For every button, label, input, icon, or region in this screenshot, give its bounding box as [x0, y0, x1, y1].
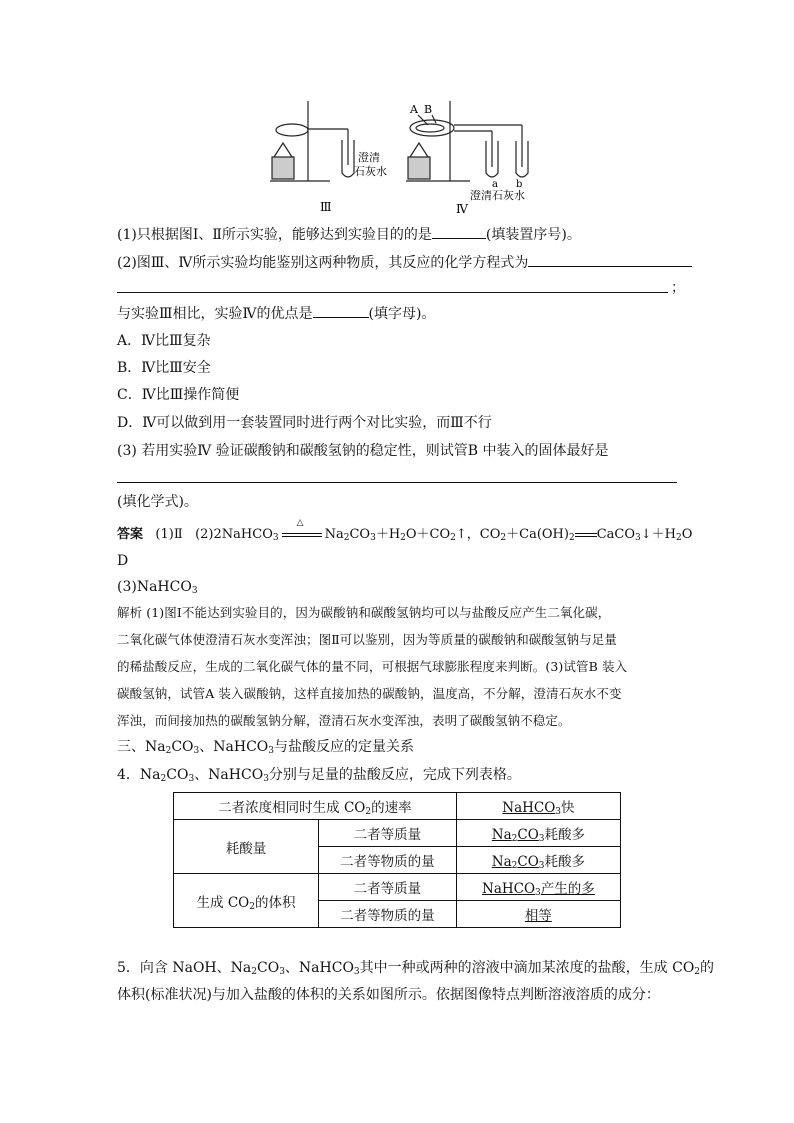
r4-val-b: 产生的多: [540, 881, 595, 897]
label-iv: Ⅳ: [456, 202, 468, 216]
q2-letter-blank: [313, 303, 369, 318]
r3-val-b: CO: [517, 854, 539, 870]
answer-line-1: [117, 518, 693, 545]
section-3-heading: [117, 737, 414, 757]
heat-arrow: [279, 518, 325, 545]
r5-val: 相等: [524, 908, 552, 924]
r3-val-c: 耗酸多: [544, 854, 586, 870]
q2-text-c: (填字母)。: [368, 306, 436, 322]
table-cell: [174, 874, 319, 928]
analysis-line-3: 的稀盐酸反应，生成的二氧化碳气体的量不同，可根据气球膨胀程度来判断。(3)试管B 装入: [117, 659, 628, 674]
iv-caption: 澄清石灰水: [470, 189, 525, 202]
label-small-a: a: [492, 179, 498, 190]
r2-val-a: Na: [491, 827, 512, 843]
option-b: B．Ⅳ比Ⅲ安全: [117, 360, 211, 376]
table-cell: 耗酸量: [174, 820, 319, 874]
iii-burner-block: [272, 157, 294, 179]
table-cell: 二者等物质的量: [319, 847, 457, 874]
answer-eq-9: ↓＋H: [640, 527, 676, 542]
analysis-line-4: 碳酸氢钠，试管A 装入碳酸钠，这样直接加热的碳酸钠，温度高，不分解，澄清石灰水不变: [117, 686, 622, 701]
table-cell: [174, 793, 457, 820]
table-cell: [456, 874, 620, 901]
s3-b: CO: [171, 739, 194, 755]
r1-val-b: 快: [561, 800, 575, 816]
r2-val-c: 耗酸多: [544, 827, 586, 843]
answer-eq-1: (2)2NaHCO: [195, 527, 273, 542]
q3-answer-line: [117, 482, 677, 483]
q5-a: 5．向含 NaOH、Na: [117, 960, 252, 976]
heat-symbol: △: [296, 518, 304, 528]
r2-val-b: CO: [517, 827, 539, 843]
q4-d: 分别与足量的盐酸反应，完成下列表格。: [268, 767, 521, 783]
sub: 3: [263, 774, 269, 784]
q5-d: 其中一种或两种的溶液中滴加某浓度的盐酸，生成 CO: [359, 960, 695, 976]
r4-val-a: NaHCO: [482, 881, 536, 897]
sub: 3: [279, 967, 285, 977]
apparatus-figure: [260, 95, 540, 220]
analysis-line-1: 解析 (1)图Ⅰ不能达到实验目的，因为碳酸钠和碳酸氢钠均可以与盐酸反应产生二氧化碳，: [117, 605, 611, 620]
sub: 3: [193, 746, 200, 756]
q5-b: CO: [256, 960, 280, 976]
sub: 2: [675, 533, 682, 543]
sub: 3: [268, 746, 275, 756]
iv-inner-tube: [416, 124, 444, 132]
sub: 2: [694, 967, 701, 977]
r1-label-b: 的速率: [371, 800, 412, 816]
table-cell: [456, 901, 620, 928]
label-B: B: [424, 103, 433, 116]
sub: 3: [272, 533, 279, 543]
co2-b: 的体积: [254, 894, 296, 911]
question-3: (3) 若用实验Ⅳ 验证碳酸钠和碳酸氢钠的稳定性，则试管B 中装入的固体最好是: [117, 443, 609, 459]
table-cell: [456, 793, 620, 820]
s3-a: 三、Na: [117, 739, 166, 755]
answer-eq-4: ＋H: [375, 527, 401, 542]
q2-semicolon: ；: [671, 280, 685, 296]
answer-label: 答案: [117, 527, 144, 542]
sub: 3: [188, 774, 195, 784]
table-cell: [456, 820, 620, 847]
question-2-advantage: [117, 303, 435, 324]
iii-lamp: [274, 143, 292, 157]
q2-equation-line: [117, 292, 668, 293]
table-row: [174, 793, 621, 820]
answer-part-3: [117, 577, 198, 597]
q4-a: 4．Na: [117, 767, 161, 783]
sub: 3: [370, 533, 376, 543]
r3-val-a: Na: [491, 854, 512, 870]
answer-part-1: (1)Ⅱ: [155, 527, 183, 542]
sub: 2: [568, 533, 575, 543]
sub: 3: [538, 834, 545, 844]
analysis-line-5: 浑浊，而间接加热的碳酸氢钠分解，澄清石灰水变浑浊，表明了碳酸氢钠不稳定。: [117, 713, 571, 728]
sub: 2: [160, 774, 167, 784]
table-cell: 二者等物质的量: [319, 901, 457, 928]
sub: 3: [555, 807, 562, 817]
comparison-table: [173, 792, 621, 928]
question-4: [117, 765, 521, 785]
iv-burner-block: [408, 157, 430, 179]
sub: 2: [400, 533, 406, 543]
sub: 3: [191, 586, 198, 596]
answer-eq-5: O＋CO: [405, 527, 451, 542]
q5-c: 、NaHCO: [284, 960, 354, 976]
equals-sign: [575, 533, 597, 537]
r1-label-a: 二者浓度相同时生成 CO: [218, 800, 366, 816]
q1-text-a: (1)只根据图Ⅰ、Ⅱ所示实验，能够达到实验目的的是: [117, 227, 432, 243]
table-cell: [456, 847, 620, 874]
q4-b: CO: [166, 767, 189, 783]
sub: 2: [343, 533, 350, 543]
sub: 3: [635, 533, 641, 543]
answer-eq-3: CO: [349, 527, 371, 542]
sub: 2: [450, 533, 456, 543]
iv-lamp: [410, 143, 428, 157]
q2-text-a: (2)图Ⅲ、Ⅳ所示实验均能鉴别这两种物质，其反应的化学方程式为: [117, 255, 529, 271]
answer-d: D: [117, 553, 129, 569]
question-5-line-2: 体积(标准状况)与加入盐酸的体积的关系如图所示。依据图像特点判断溶液溶质的成分：: [117, 987, 660, 1003]
q1-answer-blank: [432, 224, 486, 239]
iii-caption-1: 澄清: [358, 151, 380, 164]
iii-test-tube: [276, 124, 308, 136]
label-A: A: [410, 103, 418, 116]
q4-c: 、NaHCO: [194, 767, 264, 783]
option-d: D．Ⅳ可以做到用一套装置同时进行两个对比实验，而Ⅲ不行: [117, 415, 492, 431]
q2-text-b: 与实验Ⅲ相比，实验Ⅳ的优点是: [117, 306, 313, 322]
table-row: [174, 874, 621, 901]
co2-a: 生成 CO: [196, 894, 250, 911]
s3-c: 、NaHCO: [199, 739, 269, 755]
answer-eq-10: O: [681, 527, 693, 542]
r1-val-a: NaHCO: [502, 800, 556, 816]
q5-e: 的: [700, 960, 715, 976]
answer-eq-6: ↑，CO: [455, 527, 501, 542]
sub: 2: [251, 967, 257, 977]
option-c: C．Ⅳ比Ⅲ操作简便: [117, 387, 240, 403]
answer-part-3-text: (3)NaHCO: [117, 579, 192, 595]
option-a: A．Ⅳ比Ⅲ复杂: [117, 333, 211, 349]
sub: 2: [500, 533, 507, 543]
sub: 3: [353, 967, 360, 977]
sub: 3: [538, 861, 545, 871]
sub: 2: [511, 861, 518, 871]
table-row: [174, 820, 621, 847]
table-cell: 二者等质量: [319, 820, 457, 847]
sub: 2: [365, 807, 372, 817]
question-3-end: (填化学式)。: [117, 494, 198, 510]
sub: 2: [511, 834, 518, 844]
answer-eq-7: ＋Ca(OH): [506, 527, 569, 542]
iii-caption-2: 石灰水: [354, 165, 387, 178]
sub: 3: [535, 888, 541, 898]
question-2: [117, 252, 692, 273]
label-iii: Ⅲ: [320, 200, 332, 214]
question-5-line-1: [117, 958, 714, 978]
q1-text-b: (填装置序号)。: [485, 227, 581, 243]
sub: 2: [249, 901, 255, 912]
answer-eq-2: Na: [324, 527, 344, 542]
s3-d: 与盐酸反应的定量关系: [274, 739, 415, 755]
question-1: [117, 224, 581, 245]
answer-eq-8: CaCO: [596, 527, 636, 542]
label-small-b: b: [516, 179, 523, 190]
table-cell: 二者等质量: [319, 874, 457, 901]
analysis-line-2: 二氧化碳气体使澄清石灰水变浑浊；图Ⅱ可以鉴别，因为等质量的碳酸钠和碳酸氢钠与足量: [117, 632, 617, 647]
q2-equation-blank: [528, 252, 692, 267]
sub: 2: [165, 746, 172, 756]
